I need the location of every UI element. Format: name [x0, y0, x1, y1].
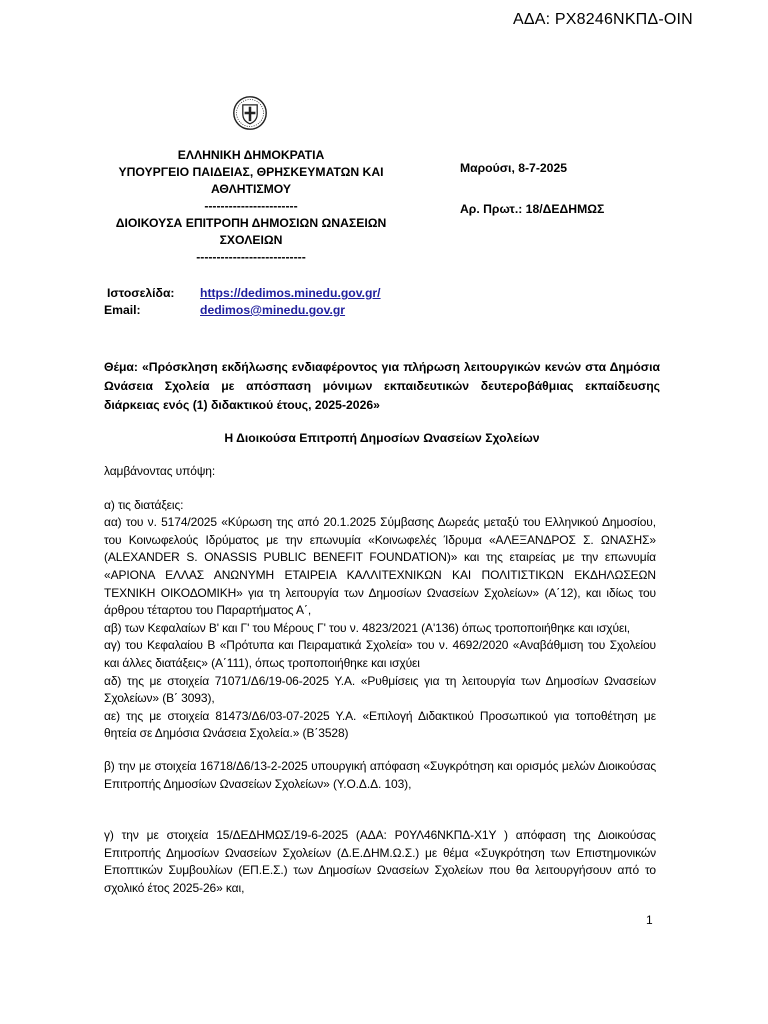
subject-paragraph: Θέμα: «Πρόσκληση εκδήλωσης ενδιαφέροντος για πλήρωση λειτουργικών κενών στα Δημόσια Ωνάσεια Σχολεία με απόσπαση μόνιμων εκπαιδευτικών δευτεροβάθμιας εκπαίδευσης διάρκειας ενός (1) διδακτικού έτους, 2025-2026»	[104, 360, 660, 412]
clause-g: γ) την με στοιχεία 15/ΔΕΔΗΜΩΣ/19-6-2025 (ΑΔΑ: Ρ0ΥΛ46ΝΚΠΔ-Χ1Υ ) απόφαση της Διοικούσας Επιτροπής Δημοσίων Ωνασείων Σχολείων (Δ.Ε.ΔΗΜ.Ω.Σ.) με θέμα «Συγκρότηση των Επιστημονικών Εποπτικών Συμβουλίων (ΕΠ.Ε.Σ.) των Δημοσίων Ωνασείων Σχολείων που θα λειτουργήσουν από το σχολικό έτος 2025-26» και,	[104, 828, 656, 895]
clause-ad: αδ) της με στοιχεία 71071/Δ6/19-06-2025 Υ.Α. «Ρυθμίσεις για τη λειτουργία των Δημοσίων Ωνασείων Σχολείων» (Β΄ 3093),	[104, 673, 656, 706]
clause-b: β) την με στοιχεία 16718/Δ6/13-2-2025 υπουργική απόφαση «Συγκρότηση και ορισμός μελών Διοικούσας Επιτροπής Δημοσίων Ωνασείων Σχολείων» (Υ.Ο.Δ.Δ. 103),	[104, 758, 656, 791]
separator: ---------------------------	[196, 250, 306, 264]
clause-ab: αβ) των Κεφαλαίων Β' και Γ' του Μέρους Γ' του ν. 4823/2021 (Α'136) όπως τροποποιήθηκε και ισχύει,	[104, 620, 631, 635]
contact-block	[104, 285, 381, 319]
website-link[interactable]: https://dedimos.minedu.gov.gr/	[200, 286, 381, 300]
ada-code: ΑΔΑ: ΡΧ8246ΝΚΠΔ-ΟΙΝ	[513, 11, 693, 28]
intro-text: λαμβάνοντας υπόψη:	[104, 464, 216, 478]
document-body	[104, 463, 656, 897]
email-label: Email:	[104, 303, 141, 317]
website-label: Ιστοσελίδα:	[107, 286, 175, 300]
issuer-ministry: ΥΠΟΥΡΓΕΙΟ ΠΑΙΔΕΙΑΣ, ΘΡΗΣΚΕΥΜΑΤΩΝ ΚΑΙ ΑΘΛΗΤΙΣΜΟΥ	[118, 165, 384, 196]
clause-aa: αα) του ν. 5174/2025 «Κύρωση της από 20.1.2025 Σύμβασης Δωρεάς μεταξύ του Ελληνικού Δημοσίου, του Κοινωφελούς Ιδρύματος με την επωνυμία «Κοινωφελές Ίδρυμα «ΑΛΕΞΑΝΔΡΟΣ Σ. ΩΝΑΣΗΣ» (ALEXANDER S. ONASSIS PUBLIC BENEFIT FOUNDATION)» και της εταιρείας με την επωνυμία «ΑΡΙΟΝΑ ΕΛΛΑΣ ΑΝΩΝΥΜΗ ΕΤΑΙΡΕΙΑ ΚΑΛΛΙΤΕΧΝΙΚΩΝ ΚΑΙ ΠΟΛΙΤΙΣΤΙΚΩΝ ΕΚΔΗΛΩΣΕΩΝ ΤΕΧΝΙΚΗ ΟΙΚΟΔΟΜΙΚΗ» για τη λειτουργία των Δημοσίων Ωνασείων Σχολείων» (Α΄12), και ιδίως του άρθρου τέταρτου του Παραρτήματος Α΄,	[104, 515, 656, 618]
issuer-committee: ΔΙΟΙΚΟΥΣΑ ΕΠΙΤΡΟΠΗ ΔΗΜΟΣΙΩΝ ΩΝΑΣΕΙΩΝ ΣΧΟΛΕΙΩΝ	[115, 216, 387, 247]
page-number: 1	[646, 913, 653, 927]
greek-emblem-icon	[232, 95, 268, 131]
committee-heading: Η Διοικούσα Επιτροπή Δημοσίων Ωνασείων Σχολείων	[224, 431, 540, 445]
protocol-number: Αρ. Πρωτ.: 18/ΔΕΔΗΜΩΣ	[460, 202, 605, 216]
separator: -----------------------	[204, 199, 298, 213]
clause-ag: αγ) του Κεφαλαίου Β «Πρότυπα και Πειραματικά Σχολεία» του ν. 4692/2020 «Αναβάθμιση του Σχολείου και άλλες διατάξεις» (Α΄111), όπως τροποποιήθηκε και ισχύει	[104, 638, 656, 670]
website-row	[104, 285, 381, 302]
issuer-country: ΕΛΛΗΝΙΚΗ ΔΗΜΟΚΡΑΤΙΑ	[177, 148, 325, 162]
email-link[interactable]: dedimos@minedu.gov.gr	[200, 303, 346, 317]
clause-ae: αε) της με στοιχεία 81473/Δ6/03-07-2025 Υ.Α. «Επιλογή Διδακτικού Προσωπικού για τοποθέτηση με θητεία σε Δημόσια Ωνάσεια Σχολεία.» (Β΄3528)	[104, 708, 656, 741]
email-row	[104, 302, 381, 319]
clause-a: α) τις διατάξεις:	[104, 497, 184, 512]
date-protocol-block	[460, 160, 604, 218]
place-date: Μαρούσι, 8-7-2025	[460, 161, 568, 175]
issuer-block	[106, 147, 396, 266]
